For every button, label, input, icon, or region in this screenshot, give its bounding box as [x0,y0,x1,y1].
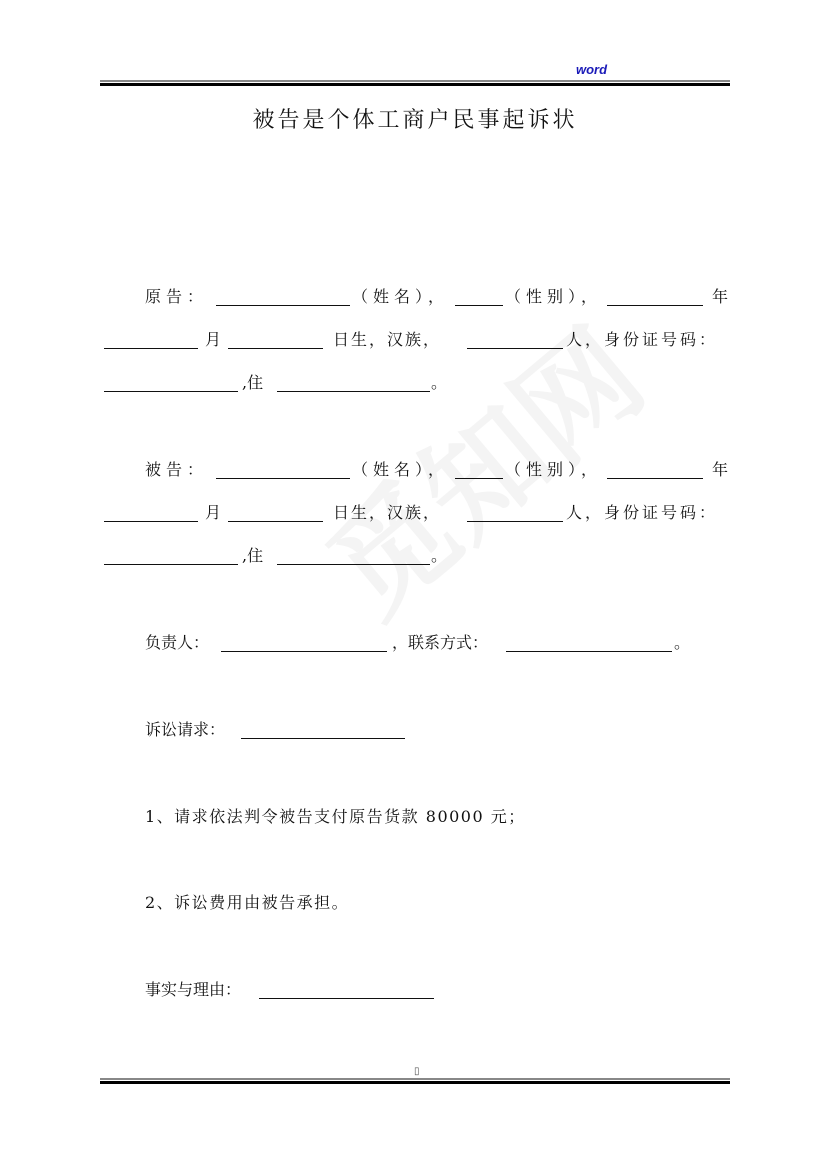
claims-row [0,720,830,742]
native-id-label: 人，身份证号码： [566,503,719,522]
claim-item-1 [0,807,830,829]
name-hint: （姓名）， [352,460,450,479]
defendant-day-blank[interactable] [228,521,323,522]
document-title: 被告是个体工商户民事起诉状 [252,108,578,133]
month-label: 月 [205,330,222,349]
page-number: ▯ [414,1066,420,1077]
claims-blank[interactable] [241,738,405,739]
plaintiff-day-blank[interactable] [228,348,323,349]
header-rule-thick [100,83,730,86]
claim-item-2 [0,893,830,915]
defendant-name-blank[interactable] [216,478,350,479]
plaintiff-address-blank[interactable] [277,391,430,392]
plaintiff-native-blank[interactable] [467,348,563,349]
contact-label: ，联系方式： [392,633,489,652]
native-id-label: 人，身份证号码： [566,330,719,349]
name-hint: （姓名）， [352,287,450,306]
plaintiff-year-blank[interactable] [607,305,703,306]
defendant-label: 被告： [145,460,209,479]
defendant-month-blank[interactable] [104,521,198,522]
plaintiff-row-2 [0,330,830,352]
responsible-row [0,633,830,655]
gender-hint: （性别）， [505,460,603,479]
year-label: 年 [712,287,729,306]
period: 。 [431,373,448,392]
defendant-id-blank[interactable] [104,564,238,565]
facts-row [0,980,830,1002]
header-rule-thin [100,80,730,82]
contact-blank[interactable] [506,651,672,652]
facts-label: 事实与理由： [145,980,242,999]
plaintiff-id-blank[interactable] [104,391,238,392]
year-label: 年 [712,460,729,479]
defendant-year-blank[interactable] [607,478,703,479]
defendant-address-blank[interactable] [277,564,430,565]
address-label: ,住 [242,546,264,565]
footer-rule-thin [100,1078,730,1080]
gender-hint: （性别）， [505,287,603,306]
facts-blank[interactable] [259,998,434,999]
defendant-row-2 [0,503,830,525]
plaintiff-row-3 [0,373,830,395]
responsible-blank[interactable] [221,651,387,652]
plaintiff-gender-blank[interactable] [455,305,503,306]
defendant-gender-blank[interactable] [455,478,503,479]
period: 。 [431,546,448,565]
birth-ethnic-label: 日生，汉族， [333,330,442,349]
claim-text: 2、诉讼费用由被告承担。 [145,893,350,912]
claims-label: 诉讼请求： [145,720,226,739]
defendant-native-blank[interactable] [467,521,563,522]
period: 。 [674,633,691,652]
defendant-row-3 [0,546,830,568]
plaintiff-row-1 [0,287,830,309]
birth-ethnic-label: 日生，汉族， [333,503,442,522]
month-label: 月 [205,503,222,522]
plaintiff-month-blank[interactable] [104,348,198,349]
footer-rule-thick [100,1081,730,1084]
defendant-row-1 [0,460,830,482]
claim-text: 1、请求依法判令被告支付原告货款 80000 元； [145,807,526,826]
header-brand: word [576,62,608,77]
responsible-label: 负责人： [145,633,210,652]
plaintiff-label: 原告： [145,287,209,306]
plaintiff-name-blank[interactable] [216,305,350,306]
address-label: ,住 [242,373,264,392]
